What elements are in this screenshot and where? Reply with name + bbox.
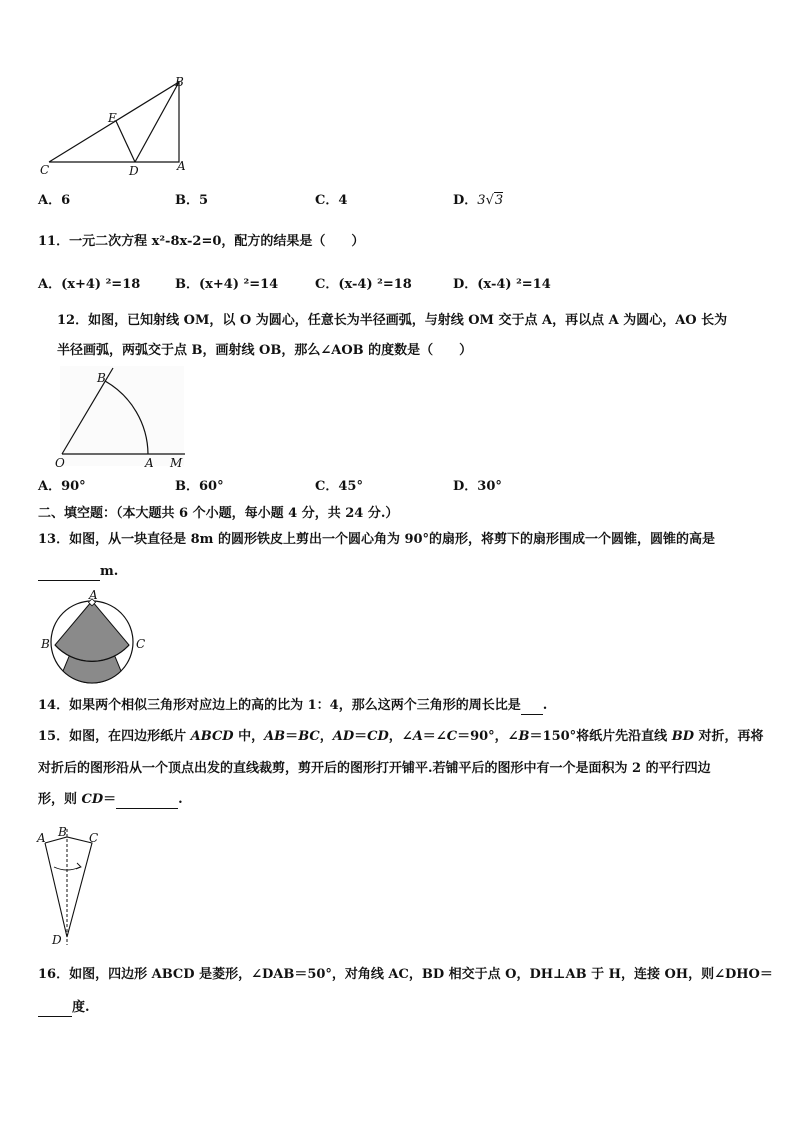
q11-option-c: C．(x-4) ²=18 [315, 277, 412, 292]
q15-text: ＝ [285, 729, 299, 744]
q15-var: BD [671, 729, 694, 744]
q10-option-c: C．4 [315, 193, 348, 208]
q14-text: 14．如果两个相似三角形对应边上的高的比为 1：4，那么这两个三角形的周长比是 [38, 698, 521, 713]
label-o: O [55, 456, 65, 470]
q13-answer-blank [38, 566, 100, 581]
q15-text: ， [319, 729, 333, 744]
section-2-heading: 二、填空题：（本大题共 6 个小题，每小题 4 分，共 24 分.） [38, 506, 399, 521]
q15-var: CD [81, 792, 104, 807]
q10-radicand: 3 [494, 193, 504, 208]
q16-answer-blank [38, 1002, 72, 1017]
label-b: B [97, 371, 106, 385]
q16-stem-line1: 16．如图，四边形 ABCD 是菱形，∠DAB＝50°，对角线 AC，BD 相交于点 O，DH⊥AB 于 H，连接 OH，则∠DHO＝ [38, 967, 773, 982]
label-d: D [129, 164, 139, 178]
q13-stem-line2 [38, 563, 118, 581]
q15-text: ＝150°将纸片先沿直线 [529, 729, 672, 744]
label-b: B [41, 637, 50, 651]
label-b: B [58, 825, 67, 839]
q15-var: BC [298, 729, 320, 744]
figure-q10-triangle [34, 72, 204, 182]
q11-option-d: D．(x-4) ²=14 [453, 277, 551, 292]
q14-end: . [542, 698, 548, 713]
q12-stem-line2: 半径画弧，两弧交于点 B，画射线 OB，那么∠AOB 的度数是（ ） [57, 343, 473, 358]
label-a: A [177, 159, 186, 173]
figure-q12-angle [50, 364, 190, 474]
q11-stem: 11．一元二次方程 x²-8x-2=0，配方的结果是（ ） [38, 234, 365, 249]
q15-var: AB [264, 729, 286, 744]
q11-option-b: B．(x+4) ²=14 [175, 277, 279, 292]
q15-text: ＝90°，∠ [457, 729, 519, 744]
q15-stem-line3 [38, 791, 183, 809]
q15-text: 15．如图，在四边形纸片 [38, 729, 191, 744]
label-e: E [108, 111, 117, 125]
q10-option-d-prefix: D． [453, 193, 478, 208]
q10-option-d-radical: 3√3 [477, 193, 504, 208]
q12-option-c: C．45° [315, 479, 363, 494]
q15-var: A [412, 729, 423, 744]
label-c: C [89, 831, 99, 845]
q15-var: AD [332, 729, 355, 744]
q15-text: 中， [233, 729, 265, 744]
q15-stem-line1 [38, 728, 764, 746]
q12-option-a: A．90° [38, 479, 86, 494]
q10-option-a: A．6 [38, 193, 71, 208]
q16-stem-line2 [38, 999, 90, 1017]
q15-text: ＝∠ [422, 729, 447, 744]
q13-stem-line1: 13．如图，从一块直径是 8m 的圆形铁皮上剪出一个圆心角为 90°的扇形，将剪下的扇形围成一个圆锥，圆锥的高是 [38, 532, 716, 547]
figure-q13-sector [36, 590, 156, 690]
label-c: C [40, 163, 50, 177]
q14-answer-blank [521, 700, 543, 715]
q15-var: CD [367, 729, 389, 744]
label-a: A [89, 590, 98, 602]
q12-option-d: D．30° [453, 479, 502, 494]
q15-text: ＝ [354, 729, 368, 744]
label-a: A [145, 456, 154, 470]
label-m: M [170, 456, 183, 470]
figure-q15-kite [30, 825, 120, 950]
q10-option-b: B．5 [175, 193, 209, 208]
q15-var: ABCD [190, 729, 234, 744]
label-d: D [52, 933, 62, 947]
q11-option-a: A．(x+4) ²=18 [38, 277, 141, 292]
q15-stem-line2: 对折后的图形沿从一个顶点出发的直线裁剪，剪开后的图形打开铺平.若铺平后的图形中有一个是面积为 2 的平行四边 [38, 761, 711, 776]
q14-stem [38, 697, 547, 715]
q10-radical-coefficient: 3 [477, 193, 486, 208]
q12-option-b: B．60° [175, 479, 224, 494]
q15-var: B [518, 729, 530, 744]
q10-option-d [453, 192, 503, 210]
q13-unit: m. [100, 564, 119, 579]
q12-stem-line1: 12．如图，已知射线 OM，以 O 为圆心，任意长为半径画弧，与射线 OM 交于点 A，再以点 A 为圆心，AO 长为 [57, 313, 728, 328]
label-c: C [136, 637, 146, 651]
q15-text: ＝ [103, 792, 117, 807]
label-b: B [175, 75, 184, 89]
q15-text: 形，则 [38, 792, 82, 807]
q15-text: 对折，再将 [693, 729, 764, 744]
q16-unit: 度. [72, 1000, 90, 1015]
label-a: A [37, 831, 46, 845]
q15-answer-blank [116, 794, 178, 809]
q15-var: C [446, 729, 458, 744]
q15-text: ，∠ [388, 729, 413, 744]
q15-text: . [178, 792, 183, 807]
